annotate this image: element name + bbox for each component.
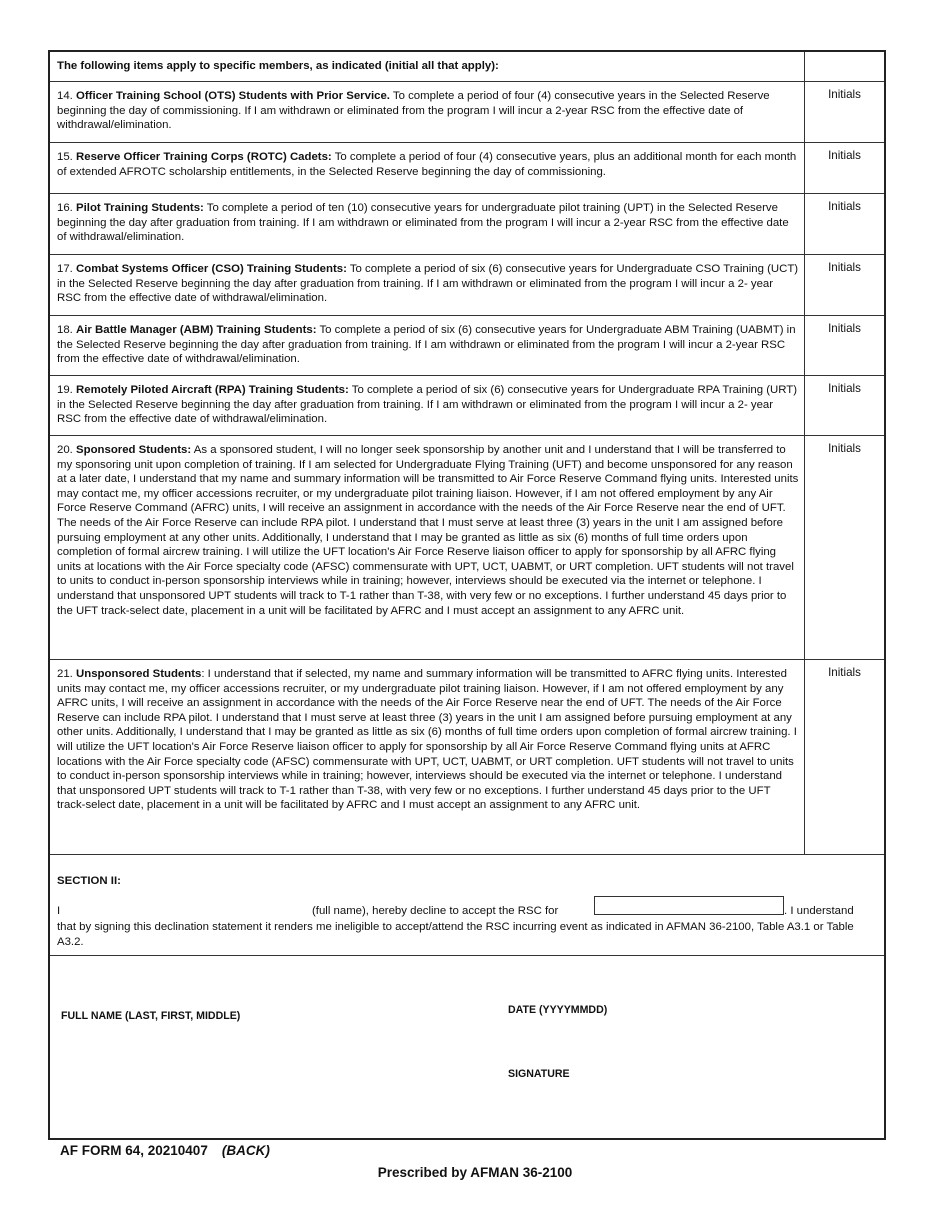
item-21-text: 21. Unsponsored Students: I understand that if selected, my name and summary information will be transmitted to AFRC flying units. Interested units may contact me, my officer accessions recruiter, or my undergraduate pilot training liaison. However, if I am not offered employment by any AFRC units, I will receive an assignment in accordance with the needs of the Air Force Reserve near the end of UFT. The needs of the Air Force Reserve can include RPA pilot. I understand that I must serve at least three (3) years in the unit I am assigned before pursuing employment at any other units. Additionally, I understand that I may be granted as little as six (6) months of full time orders upon completion of formal aircrew training. I will utilize the UFT location's Air Force Reserve liaison officer to apply for sponsorship by all Air Force Reserve Command flying units at AFRC locations with the Air Force specialty code (AFSC) commensurate with UPT, UCT, UABMT, or URT completion. UFT students will not travel to units to conduct in-person sponsorship interviews while in training; however, interviews should be executed via the internet or telephone. I understand that unsponsored UPT students will track to T-1 rather than T-38, with very few or no exceptions. I further understand 45 days prior to the UFT track-select date, placement in a unit will be facilitated by AFRC and I must accept an assignment to any AFRC unit. xyxy=(57,668,797,812)
signature-label: SIGNATURE xyxy=(508,1068,570,1080)
item-17-row xyxy=(50,255,884,316)
item-20-initials-field[interactable]: Initials xyxy=(804,436,884,659)
items-header-row xyxy=(50,52,884,82)
item-15-text: 15. Reserve Officer Training Corps (ROTC) Cadets: To complete a period of four (4) consecutive years, plus an additional month for each month of extended AFROTC scholarship entitlements, in the Selected Reserve beginning the day of commissioning. xyxy=(57,151,797,178)
item-20-row xyxy=(50,436,884,660)
item-19-initials-field[interactable]: Initials xyxy=(804,376,884,435)
item-19-row xyxy=(50,376,884,436)
item-14-initials-field[interactable]: Initials xyxy=(804,82,884,142)
item-17-initials-field[interactable]: Initials xyxy=(804,255,884,315)
date-label: DATE (YYYYMMDD) xyxy=(508,1004,608,1016)
item-16-text: 16. Pilot Training Students: To complete a period of ten (10) consecutive years for undergraduate pilot training (UPT) in the Selected Reserve beginning the day after graduation from training. If I am withdrawn or eliminated from the program I will incur a 2-year RSC from the effective date of withdrawal/elimination. xyxy=(57,202,789,244)
form-identifier xyxy=(60,1143,270,1158)
date-field[interactable] xyxy=(508,1021,868,1061)
items-header: The following items apply to specific members, as indicated (initial all that apply): xyxy=(57,60,499,72)
understand-text: . I understand xyxy=(784,905,854,917)
form-page xyxy=(48,50,886,1140)
item-18-row xyxy=(50,316,884,376)
section-ii-title: SECTION II: xyxy=(57,875,121,887)
decline-i-label: I xyxy=(57,905,61,917)
full-name-label: FULL NAME (LAST, FIRST, MIDDLE) xyxy=(61,1010,241,1022)
decline-statement-text: (full name), hereby decline to accept the RSC for xyxy=(312,905,559,917)
declination-continuation: that by signing this declination statement it renders me ineligible to accept/attend the RSC incurring event as indicated in AFMAN 36-2100, Table A3.1 or Table A3.2. xyxy=(57,921,854,948)
item-16-initials-field[interactable]: Initials xyxy=(804,194,884,254)
item-19-text: 19. Remotely Piloted Aircraft (RPA) Training Students: To complete a period of six (6) consecutive years for Undergraduate RPA Training (URT) in the Selected Reserve beginning the day after graduation from training. If I am withdrawn or eliminated from the program I will incur a 2- year RSC from the effective date of withdrawal/elimination. xyxy=(57,384,798,426)
page-side: (BACK) xyxy=(221,1143,270,1158)
item-20-text: 20. Sponsored Students: As a sponsored student, I will no longer seek sponsorship by another unit and I understand that I will be transferred to my sponsoring unit upon completion of training. If I am selected for Undergraduate Flying Training (UFT) and become unsponsored for any reason at a later date, I understand that my name and summary information will be transmitted to Air Force Reserve Command flying units. Interested units may contact me, my officer accessions recruiter, or my undergraduate pilot training liaison. However, if I am not offered employment by any Air Force Reserve Command (AFRC) units, I will receive an assignment in accordance with the needs of the Air Force Reserve near the end of UFT. The needs of the Air Force Reserve can include RPA pilot. I understand that I must serve at least three (3) years in the unit I am assigned before pursuing employment at any other units. Additionally, I understand that I may be granted as little as six (6) months of full time orders upon completion of formal aircrew training. I will utilize the UFT location's Air Force Reserve liaison officer to apply for sponsorship by all AFRC flying units at locations with the Air Force specialty code (AFSC) commensurate with UPT, UCT, UABMT, or URT completion. UFT students will not travel to units to conduct in-person sponsorship interviews while in training; however, interviews should be executed via the internet or telephone. I understand that unsponsored UPT students will track to T-1 rather than T-38, with very few or no exceptions. I further understand 45 days prior to the UFT track-select date, placement in a unit will be facilitated by AFRC and I must accept an assignment to any AFRC unit. xyxy=(57,444,799,617)
full-name-field[interactable] xyxy=(58,1027,478,1067)
item-18-initials-field[interactable]: Initials xyxy=(804,316,884,375)
item-21-initials-field[interactable]: Initials xyxy=(804,660,884,854)
decline-full-name-field[interactable] xyxy=(68,901,308,917)
item-14-text: 14. Officer Training School (OTS) Students with Prior Service. To complete a period of four (4) consecutive years in the Selected Reserve beginning the day of commissioning. If I am withdrawn or eliminated from the program I will incur a 2-year RSC from the effective date of withdrawal/elimination. xyxy=(57,90,770,132)
item-15-initials-field[interactable]: Initials xyxy=(804,143,884,193)
item-14-row xyxy=(50,82,884,143)
prescribed-by: Prescribed by AFMAN 36-2100 xyxy=(377,1165,573,1180)
form-number: AF FORM 64, 20210407 xyxy=(60,1143,208,1158)
item-15-row xyxy=(50,143,884,194)
item-17-text: 17. Combat Systems Officer (CSO) Training Students: To complete a period of six (6) consecutive years for Undergraduate CSO Training (UCT) in the Selected Reserve beginning the day after graduation from training. If I am withdrawn or eliminated from the program I will incur a 2- year RSC from the effective date of withdrawal/elimination. xyxy=(57,263,799,305)
signature-block xyxy=(50,955,884,1140)
item-21-row xyxy=(50,660,884,855)
item-18-text: 18. Air Battle Manager (ABM) Training Students: To complete a period of six (6) consecutive years for Undergraduate ABM Training (UABMT) in the Selected Reserve beginning the day after graduation from training. If I am withdrawn or eliminated from the program I will incur a 2-year RSC from the effective date of withdrawal/elimination. xyxy=(57,324,796,366)
item-16-row xyxy=(50,194,884,255)
section-ii xyxy=(50,855,884,956)
rsc-event-field[interactable] xyxy=(594,896,784,915)
signature-field[interactable] xyxy=(508,1085,868,1133)
initials-column-header xyxy=(804,52,884,81)
